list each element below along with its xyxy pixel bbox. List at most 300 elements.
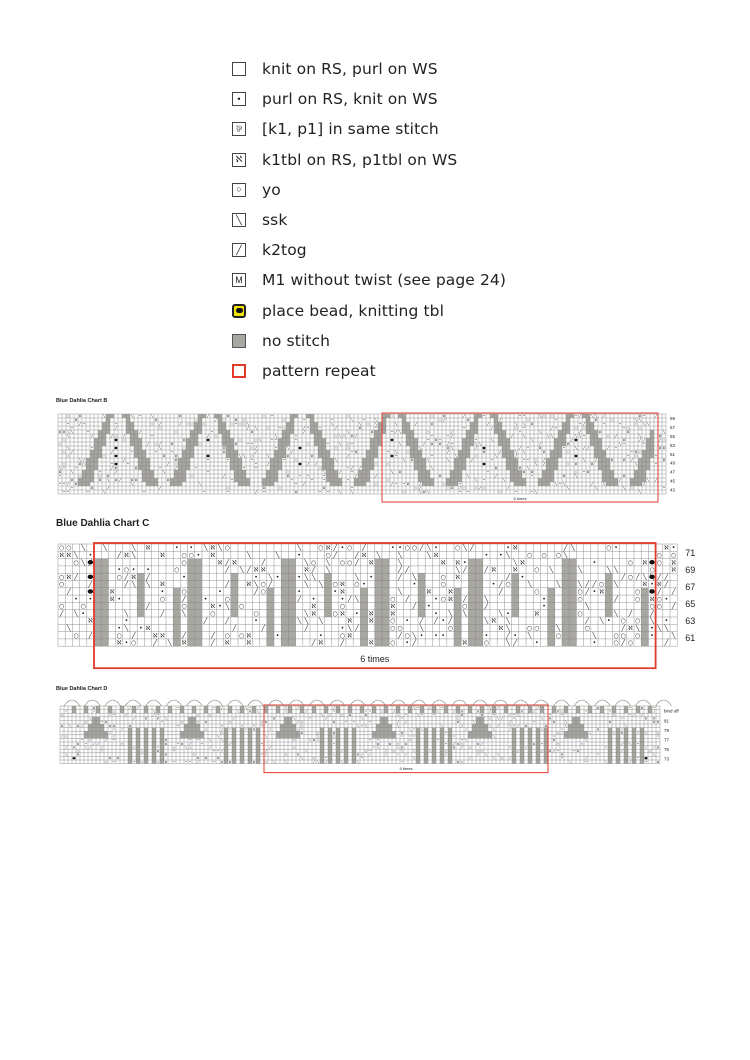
svg-text:╲: ╲	[426, 490, 430, 495]
svg-text:•: •	[483, 414, 485, 419]
svg-text:○: ○	[282, 418, 286, 423]
legend-label: pattern repeat	[262, 361, 376, 380]
svg-text:╱: ╱	[664, 581, 669, 589]
row-number: 63	[685, 616, 696, 627]
svg-text:╲: ╲	[167, 639, 172, 647]
svg-text:╲: ╲	[638, 490, 642, 495]
svg-text:○: ○	[62, 462, 66, 467]
svg-text:ℵ: ℵ	[262, 486, 266, 491]
svg-text:╱: ╱	[653, 745, 655, 750]
svg-text:╲: ╲	[455, 566, 460, 574]
svg-text:╱: ╱	[582, 446, 586, 451]
row-number: 73	[664, 756, 670, 762]
svg-text:ℵ: ℵ	[114, 466, 118, 471]
svg-text:╱: ╱	[642, 438, 646, 443]
svg-text:•: •	[127, 462, 129, 467]
svg-text:╲: ╲	[574, 434, 578, 439]
svg-text:ℵ: ℵ	[164, 741, 168, 746]
svg-text:•: •	[333, 709, 335, 714]
svg-text:○: ○	[634, 454, 638, 459]
svg-text:╱: ╱	[70, 450, 74, 455]
svg-text:╲: ╲	[198, 482, 202, 487]
svg-text:╲: ╲	[304, 581, 309, 589]
svg-text:ℵ: ℵ	[246, 632, 252, 640]
svg-text:╱: ╱	[113, 734, 115, 739]
svg-text:╱: ╱	[333, 551, 338, 559]
svg-text:╲: ╲	[506, 624, 510, 632]
svg-text:•: •	[506, 610, 510, 618]
svg-text:ℵ: ℵ	[246, 581, 252, 589]
svg-text:ℵ: ℵ	[216, 756, 220, 761]
svg-text:╲: ╲	[494, 454, 498, 459]
svg-text:ℵ: ℵ	[260, 566, 266, 574]
svg-text:╱: ╱	[486, 422, 490, 427]
svg-text:╲: ╲	[513, 559, 518, 567]
svg-text:•: •	[621, 716, 623, 721]
svg-text:╲: ╲	[65, 752, 67, 757]
svg-text:•: •	[461, 738, 463, 743]
svg-text:╲: ╲	[625, 723, 627, 728]
svg-text:╱: ╱	[585, 581, 590, 589]
svg-text:○: ○	[58, 573, 65, 581]
svg-text:•: •	[283, 458, 285, 463]
svg-text:○: ○	[154, 442, 158, 447]
svg-text:╱: ╱	[474, 446, 478, 451]
svg-text:○: ○	[159, 595, 166, 603]
svg-text:ℵ: ℵ	[512, 544, 518, 552]
svg-text:•: •	[401, 716, 403, 721]
svg-text:•: •	[171, 450, 173, 455]
svg-text:○: ○	[612, 713, 616, 718]
svg-text:•: •	[59, 474, 61, 479]
svg-text:ℵ: ℵ	[638, 414, 642, 419]
svg-text:•: •	[412, 581, 417, 589]
svg-text:ℵ: ℵ	[311, 603, 316, 611]
svg-text:ℵ: ℵ	[438, 442, 442, 447]
svg-text:╲: ╲	[527, 632, 532, 640]
svg-text:•: •	[279, 426, 281, 431]
svg-text:╲: ╲	[225, 603, 230, 611]
svg-text:╱: ╱	[478, 486, 482, 491]
svg-text:○: ○	[292, 745, 296, 750]
twisted-stitch-icon: ℵ	[232, 153, 246, 167]
svg-text:╱: ╱	[110, 450, 114, 455]
svg-text:╱: ╱	[146, 573, 150, 581]
svg-text:•: •	[555, 418, 557, 423]
svg-text:╱: ╱	[346, 454, 350, 459]
svg-text:•: •	[413, 727, 415, 732]
svg-text:╲: ╲	[570, 544, 575, 552]
chart-b-grid	[56, 404, 696, 504]
svg-text:╱: ╱	[122, 434, 126, 439]
svg-text:ℵ: ℵ	[590, 462, 594, 467]
svg-text:○: ○	[670, 551, 677, 559]
svg-text:╱: ╱	[203, 617, 208, 625]
svg-text:○: ○	[560, 709, 564, 714]
svg-text:╲: ╲	[185, 745, 187, 750]
svg-text:○: ○	[122, 438, 126, 443]
svg-text:ℵ: ℵ	[548, 716, 552, 721]
svg-text:ℵ: ℵ	[72, 745, 76, 750]
svg-text:○: ○	[198, 442, 202, 447]
svg-text:╱: ╱	[88, 632, 93, 640]
svg-text:•: •	[333, 741, 335, 746]
svg-text:•: •	[441, 632, 446, 640]
svg-text:╱: ╱	[405, 595, 410, 603]
svg-text:╱: ╱	[233, 716, 235, 721]
svg-text:○: ○	[634, 632, 641, 640]
row-number: 61	[685, 633, 696, 644]
svg-text:╱: ╱	[434, 617, 438, 625]
svg-text:•: •	[650, 581, 654, 589]
svg-text:╱: ╱	[66, 588, 71, 596]
svg-text:•: •	[207, 470, 209, 475]
svg-text:○: ○	[186, 422, 190, 427]
svg-text:╱: ╱	[614, 434, 618, 439]
svg-text:•: •	[331, 418, 333, 423]
svg-text:○: ○	[534, 624, 540, 632]
svg-text:╲: ╲	[297, 544, 302, 552]
svg-text:•: •	[249, 705, 251, 710]
svg-text:ℵ: ℵ	[164, 752, 168, 757]
svg-text:•: •	[218, 588, 222, 596]
svg-text:○: ○	[346, 559, 353, 567]
svg-text:ℵ: ℵ	[422, 490, 426, 495]
svg-text:╱: ╱	[174, 466, 178, 471]
svg-text:╲: ╲	[497, 752, 499, 757]
svg-text:╱: ╱	[497, 705, 499, 710]
svg-text:ℵ: ℵ	[210, 603, 216, 611]
svg-text:•: •	[409, 734, 411, 739]
svg-text:╲: ╲	[301, 756, 303, 761]
svg-text:•: •	[603, 422, 605, 427]
dot-square-icon: •	[232, 92, 246, 106]
svg-text:•: •	[173, 759, 175, 764]
svg-text:ℵ: ℵ	[440, 559, 446, 567]
svg-text:ℵ: ℵ	[166, 478, 170, 483]
svg-text:╱: ╱	[225, 581, 230, 589]
svg-text:•: •	[297, 588, 302, 596]
svg-text:•: •	[63, 482, 65, 487]
svg-text:╱: ╱	[347, 595, 352, 603]
svg-text:╱: ╱	[642, 482, 646, 487]
row-number: 57	[670, 425, 676, 431]
svg-text:╲: ╲	[357, 759, 359, 764]
svg-text:╱: ╱	[269, 745, 271, 750]
svg-text:╲: ╲	[311, 573, 316, 581]
svg-text:○: ○	[649, 603, 655, 611]
svg-text:╱: ╱	[210, 639, 215, 647]
svg-text:╱: ╱	[450, 430, 454, 435]
svg-text:╲: ╲	[318, 581, 323, 589]
svg-text:•: •	[609, 709, 611, 714]
svg-text:ℵ: ℵ	[452, 745, 456, 750]
svg-text:•: •	[520, 573, 525, 581]
svg-text:╲: ╲	[317, 734, 319, 739]
svg-text:ℵ: ℵ	[400, 731, 404, 736]
row-number: 67	[685, 581, 696, 592]
svg-text:╱: ╱	[354, 559, 359, 567]
svg-text:•: •	[369, 709, 371, 714]
svg-text:○: ○	[208, 713, 212, 718]
svg-text:╲: ╲	[238, 454, 242, 459]
row-number: 77	[664, 737, 670, 743]
svg-text:•: •	[218, 603, 222, 611]
svg-text:○: ○	[318, 544, 324, 552]
svg-text:╱: ╱	[334, 426, 338, 431]
svg-text:•: •	[221, 723, 223, 728]
svg-text:•: •	[88, 595, 93, 603]
svg-text:○: ○	[266, 426, 270, 431]
svg-text:╱: ╱	[470, 458, 474, 463]
svg-text:•: •	[263, 490, 265, 495]
svg-text:•: •	[327, 442, 329, 447]
svg-text:ℵ: ℵ	[224, 639, 230, 647]
svg-text:•: •	[629, 705, 631, 710]
svg-text:○: ○	[339, 603, 346, 611]
svg-text:╱: ╱	[614, 595, 618, 603]
svg-text:○: ○	[150, 422, 154, 427]
svg-text:•: •	[247, 442, 249, 447]
svg-text:╲: ╲	[106, 478, 110, 483]
svg-text:•: •	[327, 490, 329, 495]
svg-text:•: •	[401, 759, 403, 764]
svg-text:○: ○	[447, 624, 454, 632]
svg-text:○: ○	[202, 422, 206, 427]
svg-text:○: ○	[158, 426, 162, 431]
svg-text:○: ○	[194, 418, 198, 423]
svg-text:○: ○	[332, 581, 338, 589]
svg-text:•: •	[655, 462, 657, 467]
svg-text:╲: ╲	[594, 414, 598, 419]
svg-text:•: •	[491, 581, 496, 589]
svg-text:╲: ╲	[58, 466, 62, 471]
svg-text:○: ○	[460, 759, 464, 764]
svg-text:╱: ╱	[354, 474, 358, 479]
svg-text:•: •	[217, 749, 219, 754]
svg-text:╲: ╲	[102, 544, 107, 552]
svg-text:•: •	[534, 639, 539, 647]
svg-text:╲: ╲	[490, 438, 494, 443]
svg-text:•: •	[155, 450, 157, 455]
svg-text:ℵ: ℵ	[524, 723, 528, 728]
svg-text:╱: ╱	[585, 756, 587, 761]
svg-text:•: •	[354, 610, 359, 618]
svg-text:•: •	[369, 720, 371, 725]
svg-text:•: •	[213, 759, 215, 764]
svg-text:○: ○	[555, 632, 562, 640]
svg-text:•: •	[87, 430, 89, 435]
svg-text:╱: ╱	[448, 617, 453, 625]
svg-text:╲: ╲	[398, 559, 402, 567]
svg-text:•: •	[559, 482, 561, 487]
svg-text:•: •	[213, 749, 215, 754]
slash-square-icon: ╱	[232, 243, 246, 257]
svg-text:•: •	[390, 544, 395, 552]
svg-text:╱: ╱	[131, 632, 136, 640]
svg-text:╲: ╲	[638, 434, 642, 439]
svg-text:╲: ╲	[318, 617, 323, 625]
svg-text:╱: ╱	[254, 490, 258, 495]
svg-text:╲: ╲	[489, 705, 491, 710]
svg-text:○: ○	[542, 414, 546, 419]
svg-text:╲: ╲	[506, 617, 510, 625]
svg-text:ℵ: ℵ	[562, 474, 566, 479]
svg-text:╱: ╱	[637, 731, 639, 736]
svg-text:ℵ: ℵ	[325, 544, 331, 552]
svg-text:╲: ╲	[418, 446, 422, 451]
svg-text:╱: ╱	[109, 731, 111, 736]
svg-text:○: ○	[634, 422, 638, 427]
svg-text:ℵ: ℵ	[400, 745, 404, 750]
svg-text:╱: ╱	[671, 588, 676, 596]
svg-text:•: •	[515, 490, 517, 495]
svg-text:ℵ: ℵ	[370, 430, 374, 435]
row-number: 55	[670, 434, 676, 439]
svg-text:•: •	[177, 741, 179, 746]
svg-text:╱: ╱	[621, 741, 623, 746]
svg-text:╲: ╲	[446, 458, 450, 463]
svg-text:╲: ╲	[585, 738, 587, 743]
svg-text:ℵ: ℵ	[476, 741, 480, 746]
svg-text:ℵ: ℵ	[446, 446, 450, 451]
svg-text:╲: ╲	[421, 727, 423, 732]
svg-text:╱: ╱	[458, 486, 462, 491]
svg-text:•: •	[431, 454, 433, 459]
svg-text:╱: ╱	[214, 418, 218, 423]
svg-text:•: •	[439, 438, 441, 443]
svg-text:ℵ: ℵ	[286, 454, 290, 459]
svg-text:╲: ╲	[585, 603, 590, 611]
svg-text:╲: ╲	[534, 490, 538, 495]
svg-text:○: ○	[390, 595, 396, 603]
svg-text:ℵ: ℵ	[482, 450, 486, 455]
svg-text:ℵ: ℵ	[272, 716, 276, 721]
svg-text:ℵ: ℵ	[538, 446, 542, 451]
svg-text:ℵ: ℵ	[456, 741, 460, 746]
svg-text:ℵ: ℵ	[340, 610, 345, 618]
repeat-label: 5 times	[513, 495, 527, 501]
row-number: 45	[670, 478, 676, 484]
svg-text:○: ○	[228, 720, 232, 725]
svg-text:•: •	[295, 438, 297, 443]
svg-text:╲: ╲	[209, 738, 211, 743]
svg-text:○: ○	[73, 559, 79, 567]
svg-text:╱: ╱	[225, 617, 230, 625]
svg-text:╲: ╲	[517, 713, 519, 718]
svg-text:○: ○	[598, 581, 605, 589]
svg-text:ℵ: ℵ	[608, 720, 612, 725]
legend-label: ssk	[262, 211, 288, 230]
chart-c-grid	[54, 538, 704, 672]
svg-text:○: ○	[577, 588, 583, 596]
svg-text:ℵ: ℵ	[598, 430, 602, 435]
svg-text:╲: ╲	[426, 551, 431, 559]
svg-text:•: •	[555, 426, 557, 431]
svg-text:╲: ╲	[130, 414, 134, 419]
svg-text:╱: ╱	[302, 482, 306, 487]
svg-text:ℵ: ℵ	[586, 470, 590, 475]
svg-text:╱: ╱	[586, 446, 590, 451]
svg-text:╲: ╲	[365, 723, 367, 728]
chart-b-title: Blue Dahlia Chart B	[56, 398, 108, 404]
svg-text:╱: ╱	[297, 705, 299, 710]
svg-text:ℵ: ℵ	[520, 709, 524, 714]
svg-text:•: •	[397, 752, 399, 757]
svg-text:•: •	[174, 544, 179, 552]
svg-text:ℵ: ℵ	[542, 450, 546, 455]
svg-text:○: ○	[392, 749, 396, 754]
svg-text:○: ○	[264, 759, 268, 764]
svg-text:•: •	[605, 745, 607, 750]
svg-text:ℵ: ℵ	[368, 559, 374, 567]
svg-text:╱: ╱	[453, 741, 455, 746]
svg-text:ℵ: ℵ	[109, 595, 115, 603]
svg-text:╲: ╲	[153, 709, 155, 714]
svg-text:○: ○	[534, 566, 540, 574]
svg-text:○: ○	[238, 603, 245, 611]
svg-text:•: •	[629, 713, 631, 718]
svg-text:ℵ: ℵ	[662, 458, 666, 463]
legend-item	[232, 356, 506, 386]
svg-text:╱: ╱	[350, 466, 354, 471]
svg-text:╱: ╱	[61, 734, 63, 739]
svg-text:╱: ╱	[82, 458, 86, 463]
svg-text:╲: ╲	[131, 581, 136, 589]
svg-text:•: •	[319, 426, 321, 431]
legend-label: M1 without twist (see page 24)	[262, 271, 507, 290]
svg-text:○: ○	[446, 486, 450, 491]
svg-text:╱: ╱	[489, 709, 491, 714]
svg-text:ℵ: ℵ	[217, 559, 223, 567]
svg-text:╲: ╲	[556, 581, 561, 589]
svg-text:ℵ: ℵ	[222, 446, 226, 451]
svg-text:•: •	[563, 446, 565, 451]
svg-text:ℵ: ℵ	[430, 422, 434, 427]
svg-text:╲: ╲	[419, 624, 424, 632]
svg-text:○: ○	[354, 581, 360, 589]
svg-text:•: •	[295, 482, 297, 487]
svg-text:•: •	[513, 713, 515, 718]
svg-text:╲: ╲	[394, 422, 398, 427]
svg-text:╲: ╲	[146, 581, 150, 589]
svg-text:•: •	[351, 486, 353, 491]
svg-text:•: •	[369, 749, 371, 754]
svg-text:•: •	[592, 588, 597, 596]
svg-text:╱: ╱	[354, 551, 359, 559]
svg-text:○: ○	[342, 434, 346, 439]
svg-text:ℵ: ℵ	[106, 474, 110, 479]
svg-text:•: •	[113, 727, 115, 732]
svg-text:╱: ╱	[306, 462, 310, 467]
svg-text:╲: ╲	[285, 759, 287, 764]
svg-text:╱: ╱	[182, 632, 186, 640]
svg-text:ℵ: ℵ	[250, 430, 254, 435]
svg-text:○: ○	[278, 486, 282, 491]
svg-text:ℵ: ℵ	[58, 430, 62, 435]
svg-text:ℵ: ℵ	[104, 720, 108, 725]
svg-text:○: ○	[250, 454, 254, 459]
row-number: 53	[670, 442, 676, 448]
m-square-icon: M	[232, 273, 246, 287]
svg-text:╲: ╲	[485, 752, 487, 757]
svg-text:╱: ╱	[462, 566, 467, 574]
svg-text:╲: ╲	[293, 716, 295, 721]
svg-text:○: ○	[230, 422, 234, 427]
svg-text:╲: ╲	[594, 486, 598, 491]
svg-text:•: •	[398, 544, 402, 552]
svg-text:○: ○	[196, 713, 200, 718]
